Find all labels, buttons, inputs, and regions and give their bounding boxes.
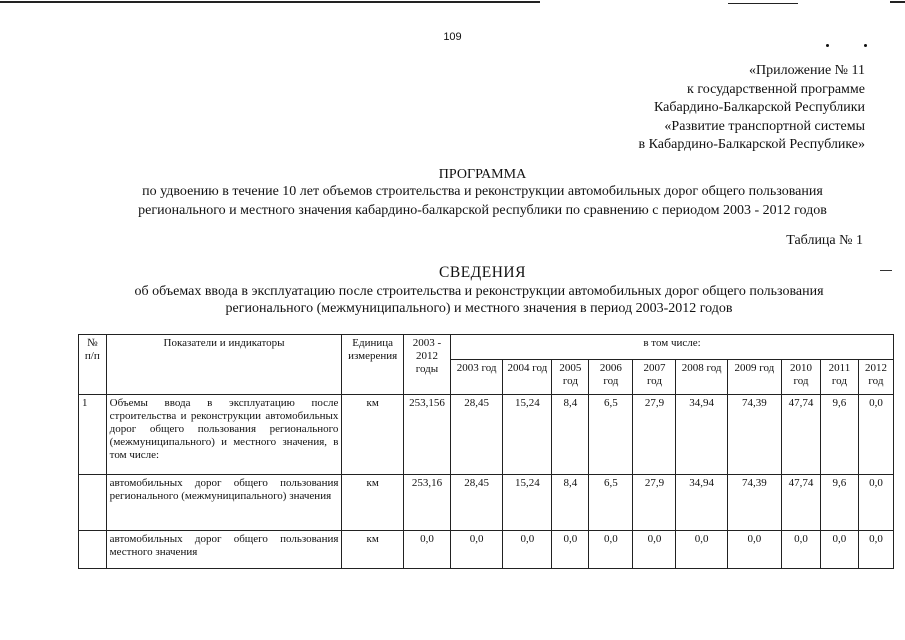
svedeniya-line: регионального (межмуниципального) и местного значения в период 2003-2012 годов: [225, 301, 733, 316]
row-value: 6,5: [589, 475, 633, 531]
row-total: 253,156: [403, 395, 450, 475]
row-value: 9,6: [820, 475, 858, 531]
svedeniya-subtitle: [0, 283, 905, 317]
row-value: 8,4: [552, 395, 589, 475]
row-value: 0,0: [858, 395, 893, 475]
row-value: 34,94: [676, 395, 727, 475]
row-value: 74,39: [727, 395, 781, 475]
scan-border-line: [890, 1, 905, 3]
appendix-line: к государственной программе: [687, 81, 865, 97]
row-value: 0,0: [727, 531, 781, 569]
appendix-heading: [639, 62, 865, 155]
row-num: [79, 531, 107, 569]
row-label: автомобильных дорог общего пользования регионального (межмуниципального) значения: [106, 475, 342, 531]
row-total: 253,16: [403, 475, 450, 531]
row-value: 0,0: [782, 531, 821, 569]
header-including: в том числе:: [451, 335, 894, 360]
table-row: [79, 531, 894, 569]
row-value: 47,74: [782, 395, 821, 475]
header-year: 2004 год: [503, 360, 552, 395]
row-value: 34,94: [676, 475, 727, 531]
row-value: 27,9: [633, 395, 676, 475]
header-period: 2003 - 2012 годы: [403, 335, 450, 395]
row-unit: км: [342, 475, 403, 531]
row-value: 0,0: [858, 531, 893, 569]
scan-border-line: [0, 1, 540, 3]
row-value: 0,0: [633, 531, 676, 569]
row-value: 8,4: [552, 475, 589, 531]
header-year: 2008 год: [676, 360, 727, 395]
row-value: 6,5: [589, 395, 633, 475]
table-number: Таблица № 1: [786, 233, 863, 248]
scan-speck: [864, 44, 867, 47]
row-value: 28,45: [451, 395, 503, 475]
row-value: 28,45: [451, 475, 503, 531]
header-unit: Единица измерения: [342, 335, 403, 395]
row-label: Объемы ввода в эксплуатацию после строительства и реконструкции автомобильных дорог общего пользования регионального (межмуниципального) и местного значения, в том числе:: [106, 395, 342, 475]
page-number: 109: [443, 31, 462, 43]
header-year: 2012 год: [858, 360, 893, 395]
table-row: [79, 395, 894, 475]
row-value: 15,24: [503, 475, 552, 531]
program-title: ПРОГРАММА: [438, 167, 527, 182]
program-line: по удвоению в течение 10 лет объемов строительства и реконструкции автомобильных дорог общего пользования: [142, 184, 823, 199]
row-value: 0,0: [552, 531, 589, 569]
road-construction-table: [78, 334, 894, 569]
program-description: [0, 182, 905, 220]
scan-border-line: [728, 3, 798, 4]
appendix-line: Кабардино-Балкарской Республики: [654, 100, 865, 115]
row-value: 74,39: [727, 475, 781, 531]
row-total: 0,0: [403, 531, 450, 569]
row-num: 1: [79, 395, 107, 475]
svedeniya-line: об объемах ввода в эксплуатацию после строительства и реконструкции автомобильных дорог общего пользования: [134, 284, 824, 299]
row-value: 9,6: [820, 395, 858, 475]
svedeniya-title: СВЕДЕНИЯ: [439, 264, 526, 281]
table-row: [79, 475, 894, 531]
row-value: 0,0: [820, 531, 858, 569]
row-label: автомобильных дорог общего пользования местного значения: [106, 531, 342, 569]
header-year: 2006 год: [589, 360, 633, 395]
row-value: 47,74: [782, 475, 821, 531]
header-year: 2007 год: [633, 360, 676, 395]
header-year: 2009 год: [727, 360, 781, 395]
row-value: 0,0: [589, 531, 633, 569]
row-value: 27,9: [633, 475, 676, 531]
header-indicator: Показатели и индикаторы: [106, 335, 342, 395]
scan-speck: [826, 44, 829, 47]
row-num: [79, 475, 107, 531]
header-year: 2003 год: [451, 360, 503, 395]
program-line: регионального и местного значения кабардино-балкарской республики по сравнению с периодом 2003 - 2012 годов: [138, 203, 827, 218]
row-unit: км: [342, 531, 403, 569]
row-value: 15,24: [503, 395, 552, 475]
row-unit: км: [342, 395, 403, 475]
appendix-line: в Кабардино-Балкарской Республике»: [638, 137, 865, 152]
row-value: 0,0: [503, 531, 552, 569]
header-year: 2011 год: [820, 360, 858, 395]
row-value: 0,0: [451, 531, 503, 569]
appendix-line: «Развитие транспортной системы: [664, 118, 865, 134]
row-value: 0,0: [858, 475, 893, 531]
header-year: 2010 год: [782, 360, 821, 395]
appendix-line: «Приложение № 11: [749, 63, 865, 78]
row-value: 0,0: [676, 531, 727, 569]
header-year: 2005 год: [552, 360, 589, 395]
header-num: № п/п: [79, 335, 107, 395]
